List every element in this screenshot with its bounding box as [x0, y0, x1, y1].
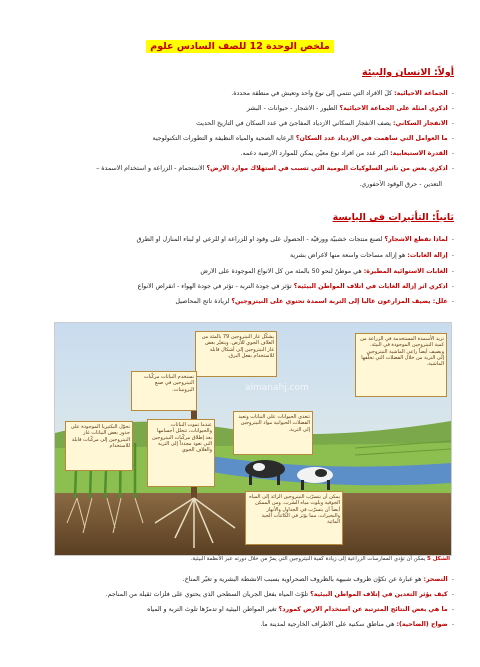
page-title: ملخص الوحدة 12 للصف السادس علوم: [146, 40, 334, 53]
list-item: -لماذا تقطع الأشجار؟ لصنع منتجات خشبيّة وورقيّة - الحصول على وقود او للزراعة او للرعي او لبناء المنازل أو الطرق: [136, 236, 454, 243]
callout-bacteria: تحوّل البكتيريا الموجودة على جذور بعض النباتات غاز النيتروجين إلى مركّبات قابلة للاستخدام: [65, 421, 133, 471]
list-item: -التصحر: هو عبارة عن تكوُّن ظروف شبيهة بالظروف الصحراوية بسبب الأنشطة البشرية و تغيُّر المناخ.: [182, 576, 454, 583]
callout-lightning: يشكّل غاز النيتروجين 79 بالمئة من الغلاف الجوي للأرض. ويتغيّر بعض غاز النيتروجين إلى أشكال قابلة للاستخدام بفعل البرق.: [195, 331, 277, 377]
list-item: -ما العوامل التي ساهمت في الازدياد عدد السكان؟ الرعاية الصحية والمياه النظيفة و التطورات التكنولوجية: [152, 135, 454, 142]
section-heading-1: أولاً: الانسان والبيئة: [361, 67, 454, 78]
figure-caption: الشكل 5 يمكن أن تؤدي الممارسات الزراعية إلى زيادة كمية النيتروجين التي يمرّ من خلال دورته عبر الأنظمة البيئية.: [190, 556, 450, 562]
callout-plants-proteins: تستخدم النباتات مركّبات النيتروجين في صنع البروتينات.: [131, 371, 197, 411]
list-item: -ما هي بعض النتائج المترتبة عن استخدام الأرض كمورد؟ تغير المواطن البيئية أو تدمرّها تلوث التربة و المياه: [147, 606, 454, 613]
list-item-continuation: التعدين - حرق الوقود الأحفوري.: [359, 181, 442, 188]
title: [0, 34, 480, 53]
list-item: -الغابات الاستوائية المطيرة: هي موطنٌ لنحو 50 بالمئة من كل الأنواع الموجودة على الأرض: [200, 268, 454, 275]
list-item: -الجماعة الأحيائية: كلُّ الأفراد التي تنتمي إلى نوع واحد وتعيش في منطقة محددة.: [231, 90, 454, 97]
callout-animals: تتغذى الحيوانات على النباتات وتعيد الفضلات الحيوانية مواد النيتروجين إلى التربة.: [233, 411, 313, 455]
callout-fertilizers: تزيد الأسمدة المستخدمة في الزراعة من كمية النيتروجين الموجودة في البيئة. ويضيف أيضاً راعي الماشية النيتروجين إلى التربة من خلال الفضلات التي تخلّفها الماشية.: [355, 333, 447, 397]
callout-runoff: يمكن أن يتسرّب النيتروجين الزائد إلى المياه الجوفية ويلوث مياه الشرب. ومن الممكن أيضاً أن يتسرّب في الجداول والأنهار والبحيرات، مما يؤثر في الكائنات الحية المائية: [245, 491, 343, 545]
callout-decomposition: عندما تموت النباتات والحيوانات، تتحلل أجسامها بعد إطلاق مركّبات النيتروجين التي تعود مجدداً إلى التربة والغلاف الجوي: [147, 419, 215, 487]
list-item: -ضواح (الضاحية): هي مناطق سكنية على الأطراف الخارجية لمدينة ما.: [260, 621, 454, 628]
list-item: -كيف يؤثر التعدين في إتلاف المواطن البيئية؟ تلوّث المياه بفعل الجريان السطحي الذي يحتوي على فلزات ثقيلة من المناجم.: [105, 591, 454, 598]
list-item: -اذكري أمثلة على الجماعة الأحيائية؟ الطيور - الأشجار - حيوانات - البشر: [246, 105, 454, 112]
list-item: -الانفجار السكاني: يصف الانفجار السكاني الازدياد المفاجئ في عدد السكان في التاريخ الحديث: [196, 120, 454, 127]
section-heading-2: ثانياً: التأثيرات في اليابسة: [332, 212, 454, 223]
list-item: -علل: يضيف المزارعون غالباً إلى التربة أسمدة تحتوي على النيتروجين؟ لزيادة ناتج المحاصيل: [175, 298, 454, 305]
nitrogen-cycle-figure: [54, 322, 452, 556]
watermark: almanahj.com: [245, 383, 309, 393]
list-item: -إزالة الغابات: هو إزالة مساحات واسعة منها لأغراض بشرية: [290, 252, 454, 259]
list-item: -اذكري بعض من تأثير السلوكيات اليومية التي تسبب في استهلاك موارد الأرض؟ الاستحمام - الزراعة و استخدام الأسمدة –: [96, 165, 454, 172]
list-item: -اذكري أثر إزالة الغابات في اتلاف المواطن البيئية؟ تؤثر في جودة التربة - تؤثر في جودة الهواء - انقراض الأنواع: [137, 283, 454, 290]
list-item: -القدرة الاستيعابية: أكبر عدد من أفراد نوع معيّن يمكن للموارد الأرضية دعمه.: [240, 150, 454, 157]
